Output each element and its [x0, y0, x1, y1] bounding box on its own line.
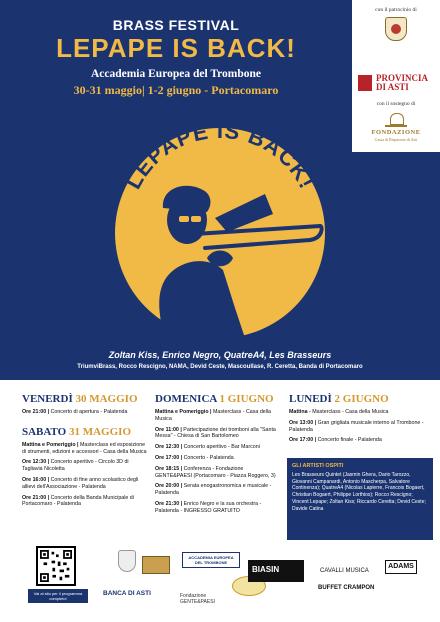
event-item: Mattina e Pomeriggio | Masterclass ed esposizione di strumenti, edizioni e accessori - Casa della Musica — [22, 441, 147, 455]
event-item: Mattina - Masterclass - Casa della Musica — [289, 409, 389, 415]
guest-performers: TriumviBrass, Rocco Rescigno, NAMA, Devid Ceste, Mascoullase, R. Ceretta, Banda di Portacomaro — [77, 364, 363, 370]
day-heading-venerdi: VENERDÌ 30 MAGGIO — [22, 393, 138, 405]
day-heading-lunedi: LUNEDÌ 2 GIUGNO — [289, 393, 389, 405]
foundation-subtitle: Cassa di Risparmio di Asti — [374, 137, 418, 142]
municipal-crest-icon — [118, 550, 136, 572]
event-item: Ore 21:00 | Concerto di apertura - Palatenda — [22, 409, 128, 415]
main-title: LEPAPE IS BACK! — [56, 33, 296, 63]
event-item: Ore 12:30 | Concerto aperitivo - Circolo 3D di Tagliavia Nicoletta — [22, 459, 129, 473]
qr-code[interactable] — [36, 546, 76, 586]
event-item: Ore 17:00 | Concerto - Palatenda — [155, 454, 234, 461]
event-item: Ore 21:30 | Enrico Negro e la sua orchestra - Palatenda - INGRESSO GRATUITO — [155, 500, 262, 514]
academy-name: Accademia Europea del Trombone — [90, 68, 262, 80]
event-item: Ore 18:15 | Conferenza - Fondazione GENTE&PAESI (Portacomaro - Piazza Roggero, 3) — [155, 465, 276, 479]
day-heading-sabato: SABATO 31 MAGGIO — [22, 425, 132, 438]
event-item: Ore 11:00 | Partecipazione dei tromboni alla "Santa Messa" - Chiesa di San Bartolomeo — [155, 426, 276, 440]
sponsor-banca-asti: BANCA DI ASTI — [103, 590, 151, 597]
event-item: Ore 16:00 | Concerto di fine anno scolastico degli allievi dell'Associazione - Palatenda — [22, 476, 139, 490]
festival-label: BRASS FESTIVAL — [112, 17, 240, 33]
event-item: Mattina e Pomeriggio | Masterclass - Casa della Musica — [155, 409, 272, 422]
day-heading-domenica: DOMENICA 1 GIUGNO — [155, 393, 274, 405]
support-caption: con il sostegno di — [376, 101, 416, 107]
municipal-crest-icon — [385, 17, 407, 41]
event-item: Ore 17:00 | Concerto finale - Palatenda — [289, 437, 382, 444]
sponsor-adams: ADAMS — [385, 560, 417, 574]
province-logo-icon — [358, 75, 372, 91]
guest-artists-list: Les Brasseurs Quintet (Jasmin Ghera, Dario Tarozzo, Giovanni Campanardi, Antonio Mascherpa, Salvatore Continenza); QuatreA4 (Nicolas Lapierre, Francois Bogaert, Christian Bogaert, Philippe Lorthios); Rocco Rescigno; Vincent Lepape; Zoltan Kiss; Riccardo Ceretta; Devid Ceste; Davide Catina — [292, 471, 426, 512]
sponsor-logo-icon — [142, 556, 170, 574]
qr-caption: Vai al sito per il programma completo! — [28, 589, 88, 603]
program-column-2 — [155, 393, 281, 515]
event-item: Ore 21:00 | Concerto della Banda Municipale di Portacomaro - Palatenda — [22, 494, 134, 508]
foundation-logo-icon — [385, 113, 407, 127]
event-item: Ore 20:00 | Serata enogastronomica e musicale - Palatenda — [155, 483, 272, 497]
sponsor-cavalli: CAVALLI MUSICA — [320, 568, 369, 574]
sponsor-academy: ACCADEMIA EUROPEA DEL TROMBONE — [182, 552, 240, 568]
patronage-box — [352, 0, 440, 152]
guest-artists-box — [287, 458, 433, 540]
main-performers: Zoltan Kiss, Enrico Negro, QuatreA4, Les Brasseurs — [108, 350, 332, 360]
program-column-1 — [22, 393, 148, 508]
trombonist-illustration — [95, 108, 345, 343]
foundation-name: FONDAZIONE — [371, 129, 421, 136]
province-name: PROVINCIA DI ASTI — [376, 73, 429, 92]
circle-arc-title: LEPAPE IS BACK! — [120, 117, 320, 194]
event-item: Ore 12:30 | Concerto aperitivo - Bar Marconi — [155, 444, 260, 451]
festival-dates: 30-31 maggio| 1-2 giugno - Portacomaro — [73, 83, 279, 97]
program-column-3 — [289, 393, 429, 444]
sponsor-gente-paesi: Fondazione GENTE&PAESI — [180, 593, 215, 605]
sponsor-buffet-crampon: BUFFET CRAMPON — [318, 585, 375, 591]
guest-artists-heading: GLI ARTISTI OSPITI — [292, 463, 344, 469]
patronage-caption: con il patrocinio di — [375, 7, 417, 13]
sponsor-biasin: BIASIN — [248, 560, 304, 582]
event-item: Ore 13:00 | Gran grigliata musicale interno al Trombone - Palatenda — [289, 419, 424, 433]
